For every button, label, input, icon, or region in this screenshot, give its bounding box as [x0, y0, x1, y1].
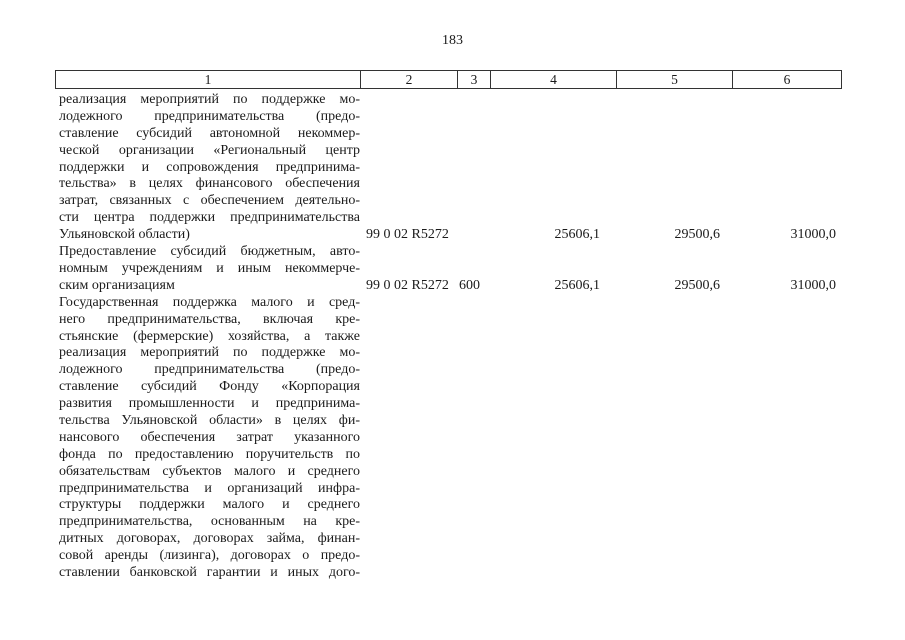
description-line: лодежного предпринимательства (предо- — [59, 108, 360, 124]
description-line: Предоставление субсидий бюджетным, авто- — [59, 244, 360, 260]
row-value-2021: 31000,0 — [790, 277, 836, 293]
page-number: 183 — [442, 33, 463, 48]
description-line: затрат, связанных с обеспечением деятельно- — [59, 193, 360, 209]
description-line: обязательствам субъектов малого и среднего — [59, 463, 360, 479]
row-description — [59, 295, 360, 582]
description-line: реализация мероприятий по поддержке мо- — [59, 92, 360, 107]
description-line: дитных договорах, договорах займа, финан- — [59, 531, 360, 547]
description-line: ставлении банковской гарантии и иных дого- — [59, 565, 360, 581]
description-line: ческой организации «Региональный центр — [59, 142, 360, 158]
description-line: нансового обеспечения затрат указанного — [59, 429, 360, 445]
row-value-2020: 29500,6 — [674, 277, 720, 293]
table-header — [55, 70, 842, 89]
header-col-2: 2 — [361, 71, 458, 88]
row-value-2021: 31000,0 — [790, 227, 836, 243]
description-line: предпринимательства, основанным на кре- — [59, 514, 360, 530]
header-col-5: 5 — [617, 71, 733, 88]
description-line: структуры поддержки малого и среднего — [59, 497, 360, 513]
description-line: стьянские (фермерские) хозяйства, а также — [59, 328, 360, 344]
row-code: 99 0 02 R5272 — [366, 277, 449, 293]
description-line: поддержки и сопровождения предпринима- — [59, 159, 360, 175]
header-col-1: 1 — [56, 71, 361, 88]
description-line: номным учреждениям и иным некоммерче- — [59, 260, 360, 276]
description-line: ским организациям — [59, 277, 175, 293]
description-line: сти центра поддержки предпринимательства — [59, 210, 360, 226]
row-expense-type: 600 — [459, 277, 480, 293]
description-line: ставление субсидий автономной некоммер- — [59, 125, 360, 141]
row-code: 99 0 02 R5272 — [366, 227, 449, 243]
description-line: тельства Ульяновской области» в целях фи- — [59, 413, 360, 429]
description-line: совой аренды (лизинга), договорах о предо- — [59, 548, 360, 564]
description-line: Государственная поддержка малого и сред- — [59, 294, 360, 310]
description-line: предпринимательства и организаций инфра- — [59, 480, 360, 496]
description-line: тельства» в целях финансового обеспечения — [59, 176, 360, 192]
description-line: Ульяновской области) — [59, 227, 190, 243]
description-line: лодежного предпринимательства (предо- — [59, 362, 360, 378]
row-value-2019: 25606,1 — [554, 277, 600, 293]
description-line: реализация мероприятий по поддержке мо- — [59, 345, 360, 361]
description-line: ставление субсидий Фонду «Корпорация — [59, 379, 360, 395]
row-value-2020: 29500,6 — [674, 227, 720, 243]
row-value-2019: 25606,1 — [554, 227, 600, 243]
row-description — [59, 92, 360, 244]
header-col-6: 6 — [783, 72, 791, 87]
header-col-4: 4 — [491, 71, 617, 88]
description-line: развития промышленности и предпринима- — [59, 396, 360, 412]
row-description — [59, 244, 360, 295]
header-col-3: 3 — [458, 71, 491, 88]
description-line: него предпринимательства, включая кре- — [59, 311, 360, 327]
description-line: фонда по предоставлению поручительств по — [59, 446, 360, 462]
